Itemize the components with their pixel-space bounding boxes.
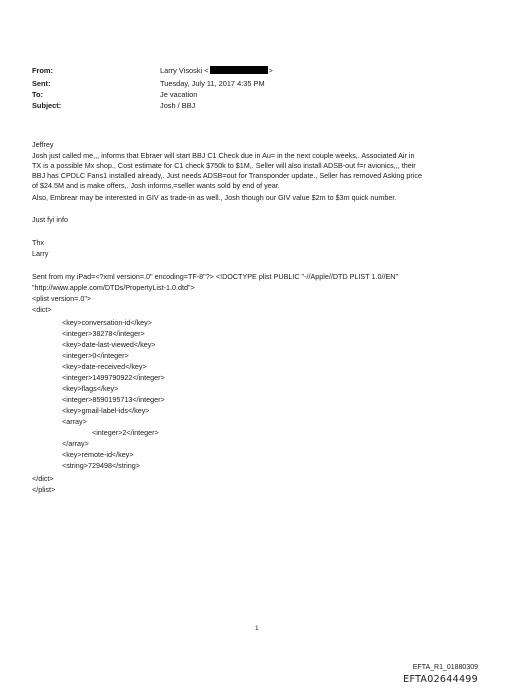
plist-line: <key>date-last-viewed</key> <box>62 340 156 349</box>
redaction-box <box>210 66 268 74</box>
footer-id-line-1: EFTA_R1_01880309 <box>412 664 478 671</box>
to-value: Je vacation <box>160 90 198 99</box>
plist-line: <key>gmail-label-ids</key> <box>62 406 150 415</box>
footer-id-line-2: EFTA02644499 <box>403 674 478 685</box>
plist-line: </array> <box>62 439 89 448</box>
subject-label: Subject: <box>32 101 62 110</box>
closing-thx: Thx <box>32 238 44 247</box>
fyi-line: Just fyi info <box>32 215 68 224</box>
plist-line: <key>remote-id</key> <box>62 450 134 459</box>
plist-line: <integer>8590195713</integer> <box>62 395 165 404</box>
plist-line: <string>729498</string> <box>62 461 140 470</box>
body-line-1: Josh just called me,,, informs that Ebraer will start BBJ C1 Check due in Au= in the next couple weeks,. Associated Air in <box>32 151 415 160</box>
from-tail: > <box>268 66 273 75</box>
body-line-3: BBJ has CPDLC Fans1 installed already,. Just needs ADSB=out for Transponder update., Seller has removed Asking price <box>32 171 422 180</box>
plist-line: <integer>0</integer> <box>62 351 129 360</box>
to-label: To: <box>32 90 43 99</box>
plist-line: <dict> <box>32 305 52 314</box>
sent-from-line-2: "http://www.apple.com/DTDs/PropertyList-1.0.dtd"> <box>32 283 195 292</box>
plist-line: <integer>2</integer> <box>92 428 159 437</box>
page-number: 1 <box>255 625 259 632</box>
plist-line: <key>date-received</key> <box>62 362 147 371</box>
plist-line: </plist> <box>32 485 56 494</box>
plist-line: </dict> <box>32 474 54 483</box>
plist-line: <array> <box>62 417 87 426</box>
from-value <box>160 66 273 76</box>
body-line-2: TX is a possible Mx shop., Cost estimate for C1 check $750k to $1M,. Seller will also install ADSB-out f=r avionics,,, their <box>32 161 416 170</box>
sent-label: Sent: <box>32 79 51 88</box>
closing-name: Larry <box>32 249 49 258</box>
greeting: Jeffrey <box>32 140 54 149</box>
sent-value: Tuesday, July 11, 2017 4:35 PM <box>160 79 265 88</box>
plist-line: <plist version=.0"> <box>32 294 92 303</box>
body-line-4: of $24.5M and is make offers,. Josh informs,=seller wants sold by end of year. <box>32 181 280 190</box>
plist-line: <integer>38278</integer> <box>62 329 145 338</box>
from-label: From: <box>32 66 53 75</box>
plist-line: <integer>1499790922</integer> <box>62 373 165 382</box>
plist-line: <key>flags</key> <box>62 384 119 393</box>
sent-from-line-1: Sent from my iPad=<?xml version=.0" encoding=TF-8"?> <!DOCTYPE plist PUBLIC "-//Apple//DTD PLIST 1.0//EN" <box>32 272 399 281</box>
plist-line: <key>conversation-id</key> <box>62 318 152 327</box>
subject-value: Josh / BBJ <box>160 101 196 110</box>
body-line-5: Also, Embrear may be interested in GIV as trade-in as well., Josh though our GIV value $2m to $3m quick number. <box>32 193 397 202</box>
from-name: Larry Visoski < <box>160 66 209 75</box>
